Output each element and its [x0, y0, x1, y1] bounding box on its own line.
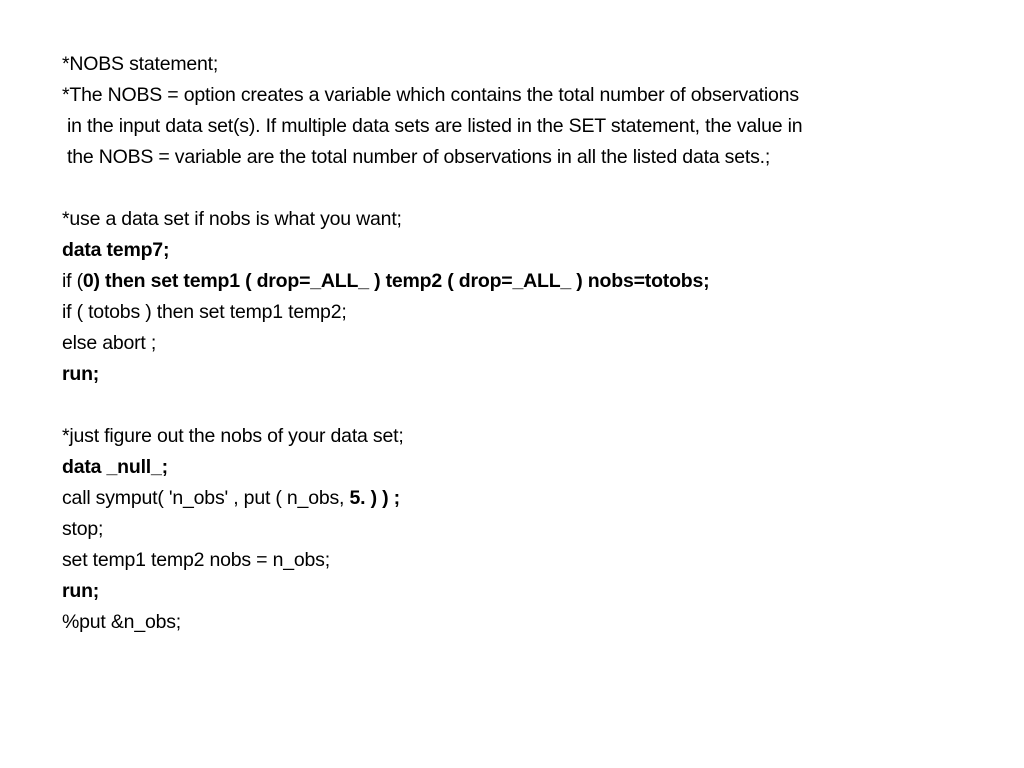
- comment-line-4: the NOBS = variable are the total number of observations in all the listed data sets.;: [67, 146, 771, 168]
- example1-run-statement: run;: [62, 363, 100, 385]
- example1-data-statement: data temp7;: [62, 239, 170, 261]
- comment-line-3: in the input data set(s). If multiple data sets are listed in the SET statement, the value in: [67, 115, 803, 137]
- example1-else-abort-line: else abort ;: [62, 332, 157, 354]
- spacer: [62, 173, 1002, 204]
- spacer: [62, 390, 1002, 421]
- example2-put-line: %put &n_obs;: [62, 611, 182, 633]
- example2-call-symput-line: [62, 483, 1002, 514]
- example1-if-totobs-line: if ( totobs ) then set temp1 temp2;: [62, 301, 347, 323]
- example2-run-statement: run;: [62, 580, 100, 602]
- example1-if-set-line: [62, 266, 1002, 297]
- if-set-bold: 0) then set temp1 ( drop=_ALL_ ) temp2 ( drop=_ALL_ ) nobs=totobs;: [82, 270, 710, 292]
- example1-comment: *use a data set if nobs is what you want;: [62, 208, 402, 230]
- comment-line-2: *The NOBS = option creates a variable which contains the total number of observations: [62, 84, 799, 106]
- comment-line-1: *NOBS statement;: [62, 53, 219, 75]
- code-text-block: [62, 49, 1002, 638]
- example2-data-statement: data _null_;: [62, 456, 168, 478]
- example2-set-line: set temp1 temp2 nobs = n_obs;: [62, 549, 330, 571]
- example2-stop-line: stop;: [62, 518, 104, 540]
- if-prefix: if (: [62, 270, 83, 292]
- call-prefix: call symput( 'n_obs' , put ( n_obs,: [62, 487, 350, 509]
- call-bold: 5. ) ) ;: [349, 487, 400, 509]
- example2-comment: *just figure out the nobs of your data set;: [62, 425, 404, 447]
